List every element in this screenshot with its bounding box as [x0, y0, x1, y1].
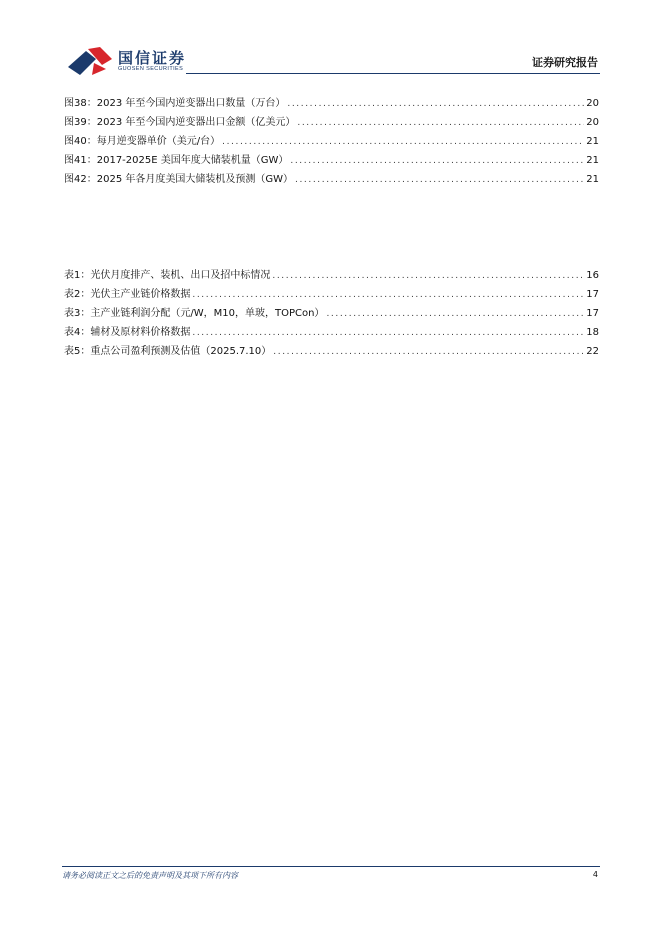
toc-title: 2017-2025E 美国年度大储装机量（GW）: [96, 155, 289, 166]
toc-entry-table-5[interactable]: [64, 342, 599, 361]
toc-label: 表4：: [64, 327, 91, 338]
toc-title: 光伏月度排产、装机、出口及招中标情况: [90, 270, 271, 281]
toc-label: 表2：: [64, 289, 91, 300]
toc-leader-dots: [297, 118, 584, 128]
toc-page-number: 21: [586, 155, 599, 166]
brand-name-cn: 国信证券: [118, 49, 187, 67]
toc-label: 表5：: [64, 346, 91, 357]
toc-leader-dots: [192, 290, 584, 300]
toc-page-number: 17: [586, 289, 599, 300]
toc-entry-figure-39[interactable]: [64, 113, 599, 132]
toc-leader-dots: [273, 347, 584, 357]
footer-disclaimer: 请务必阅读正文之后的免责声明及其项下所有内容: [62, 871, 238, 880]
toc-page-number: 20: [586, 98, 599, 109]
toc-leader-dots: [192, 328, 584, 338]
toc-leader-dots: [222, 137, 584, 147]
guosen-logo-icon: [66, 45, 114, 77]
footer-rule: [62, 866, 600, 867]
toc-label: 图42：: [64, 174, 97, 185]
toc-entry-figure-38[interactable]: [64, 94, 599, 113]
toc-label: 图40：: [64, 136, 97, 147]
toc-entry-table-2[interactable]: [64, 285, 599, 304]
toc-leader-dots: [272, 271, 584, 281]
toc-title: 辅材及原材料价格数据: [90, 327, 191, 338]
header-rule: [186, 73, 600, 74]
toc-title: 每月逆变器单价（美元/台）: [96, 136, 221, 147]
page-header: [0, 0, 662, 80]
toc-page-number: 20: [586, 117, 599, 128]
page-number: 4: [592, 870, 598, 879]
toc-entry-table-1[interactable]: [64, 266, 599, 285]
toc-title: 主产业链利润分配（元/W，M10，单玻，TOPCon）: [90, 308, 325, 319]
toc-title: 光伏主产业链价格数据: [90, 289, 191, 300]
toc-page-number: 17: [586, 308, 599, 319]
toc-label: 图39：: [64, 117, 97, 128]
toc-title: 2023 年至今国内逆变器出口数量（万台）: [96, 98, 286, 109]
figure-index: [64, 94, 599, 189]
document-type: 证券研究报告: [532, 56, 598, 69]
toc-label: 图41：: [64, 155, 97, 166]
toc-page-number: 16: [586, 270, 599, 281]
toc-entry-table-4[interactable]: [64, 323, 599, 342]
toc-leader-dots: [295, 175, 584, 185]
toc-page-number: 21: [586, 174, 599, 185]
brand-name-en: GUOSEN SECURITIES: [118, 66, 184, 72]
toc-entry-figure-40[interactable]: [64, 132, 599, 151]
toc-entry-figure-41[interactable]: [64, 151, 599, 170]
toc-label: 表1：: [64, 270, 91, 281]
toc-leader-dots: [290, 156, 584, 166]
toc-label: 图38：: [64, 98, 97, 109]
toc-entry-table-3[interactable]: [64, 304, 599, 323]
toc-entry-figure-42[interactable]: [64, 170, 599, 189]
toc-page-number: 21: [586, 136, 599, 147]
toc-page-number: 22: [586, 346, 599, 357]
toc-leader-dots: [287, 99, 584, 109]
table-index: [64, 266, 599, 361]
toc-title: 重点公司盈利预测及估值（2025.7.10）: [90, 346, 272, 357]
toc-label: 表3：: [64, 308, 91, 319]
toc-page-number: 18: [586, 327, 599, 338]
toc-title: 2023 年至今国内逆变器出口金额（亿美元）: [96, 117, 296, 128]
toc-leader-dots: [326, 309, 584, 319]
toc-title: 2025 年各月度美国大储装机及预测（GW）: [96, 174, 293, 185]
